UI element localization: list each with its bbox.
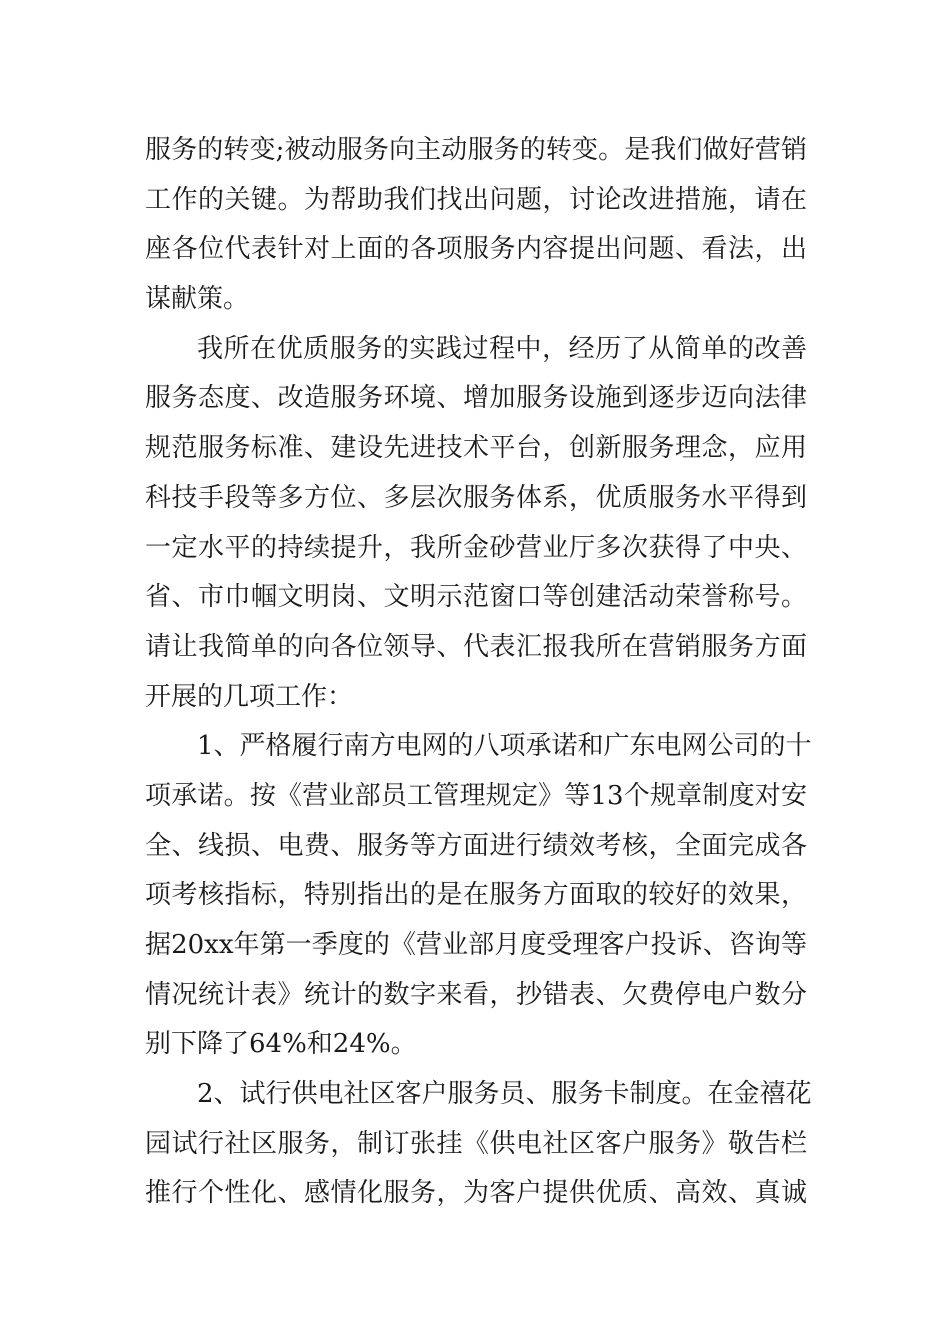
paragraph-3 xyxy=(145,722,812,1070)
text-line: 园试行社区服务，制订张挂《供电社区客户服务》敬告栏 xyxy=(145,1128,807,1159)
paragraph-4 xyxy=(145,1070,812,1219)
text-line: 我所在优质服务的实践过程中，经历了从简单的改善 xyxy=(197,333,807,364)
text-line: 座各位代表针对上面的各项服务内容提出问题、看法，出 xyxy=(145,234,807,265)
text-line: 据20xx年第一季度的《营业部月度受理客户投诉、咨询等 xyxy=(145,930,807,960)
text-line: 项承诺。按《营业部员工管理规定》等13个规章制度对安 xyxy=(145,780,807,811)
text-line: 项考核指标，特别指出的是在服务方面取的较好的效果， xyxy=(145,880,807,911)
text-line: 2、试行供电社区客户服务员、服务卡制度。在金禧花 xyxy=(197,1079,812,1110)
text-line: 科技手段等多方位、多层次服务体系，优质服务水平得到 xyxy=(145,482,807,513)
text-line: 规范服务标准、建设先进技术平台，创新服务理念，应用 xyxy=(145,433,807,464)
text-line: 全、线损、电费、服务等方面进行绩效考核，全面完成各 xyxy=(145,830,807,861)
text-line: 1、严格履行南方电网的八项承诺和广东电网公司的十 xyxy=(197,731,812,762)
text-line: 省、市巾帼文明岗、文明示范窗口等创建活动荣誉称号。 xyxy=(145,582,807,613)
text-line: 情况统计表》统计的数字来看，抄错表、欠费停电户数分 xyxy=(145,979,807,1010)
paragraph-2 xyxy=(145,325,807,723)
text-line: 工作的关键。为帮助我们找出问题，讨论改进措施，请在 xyxy=(145,184,807,215)
text-line: 谋献策。 xyxy=(145,284,250,315)
paragraph-1 xyxy=(145,126,807,325)
text-line: 别下降了64%和24%。 xyxy=(145,1029,417,1060)
text-line: 开展的几项工作： xyxy=(145,681,354,712)
text-line: 一定水平的持续提升，我所金砂营业厅多次获得了中央、 xyxy=(145,532,807,563)
text-line: 请让我简单的向各位领导、代表汇报我所在营销服务方面 xyxy=(145,631,807,662)
text-line: 服务态度、改造服务环境、增加服务设施到逐步迈向法律 xyxy=(145,383,807,414)
document-body xyxy=(145,126,812,1219)
text-line: 推行个性化、感情化服务，为客户提供优质、高效、真诚 xyxy=(145,1178,807,1209)
text-line: 服务的转变;被动服务向主动服务的转变。是我们做好营销 xyxy=(145,135,807,165)
